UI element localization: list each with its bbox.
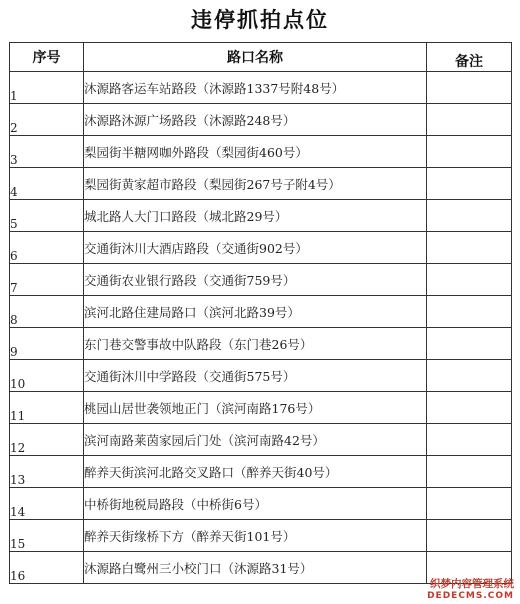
table-row xyxy=(10,424,512,456)
row-note xyxy=(427,296,512,328)
table-row xyxy=(10,456,512,488)
table-row xyxy=(10,296,512,328)
watermark-domain: DEDECMS.COM xyxy=(427,591,514,601)
row-location: 梨园街半糖网咖外路段（梨园街460号） xyxy=(84,136,427,168)
row-note xyxy=(427,360,512,392)
row-note xyxy=(427,424,512,456)
row-location: 滨河北路住建局路口（滨河北路39号） xyxy=(84,296,427,328)
row-note xyxy=(427,232,512,264)
row-note xyxy=(427,168,512,200)
row-index: 4 xyxy=(10,168,84,200)
row-index: 6 xyxy=(10,232,84,264)
row-location: 东门巷交警事故中队路段（东门巷26号） xyxy=(84,328,427,360)
table-row xyxy=(10,104,512,136)
row-index: 12 xyxy=(10,424,84,456)
row-note xyxy=(427,456,512,488)
row-note xyxy=(427,264,512,296)
table-row xyxy=(10,200,512,232)
watermark xyxy=(394,578,514,602)
table-row xyxy=(10,72,512,104)
row-location: 醉养天街缘桥下方（醉养天街101号） xyxy=(84,520,427,552)
row-index: 10 xyxy=(10,360,84,392)
page-title: 违停抓拍点位 xyxy=(191,8,329,32)
row-index: 14 xyxy=(10,488,84,520)
row-index: 5 xyxy=(10,200,84,232)
row-location: 城北路人大门口路段（城北路29号） xyxy=(84,200,427,232)
row-location: 交通街沐川大酒店路段（交通街902号） xyxy=(84,232,427,264)
violation-points-table xyxy=(9,42,512,584)
row-note xyxy=(427,104,512,136)
row-location: 交通街沐川中学路段（交通街575号） xyxy=(84,360,427,392)
row-index: 8 xyxy=(10,296,84,328)
row-location: 交通街农业银行路段（交通街759号） xyxy=(84,264,427,296)
row-note xyxy=(427,392,512,424)
row-location: 梨园街黄家超市路段（梨园街267号子附4号） xyxy=(84,168,427,200)
watermark-title: 织梦内容管理系统 xyxy=(430,578,514,590)
table-row xyxy=(10,168,512,200)
row-index: 16 xyxy=(10,552,84,584)
row-index: 7 xyxy=(10,264,84,296)
table-row xyxy=(10,488,512,520)
row-note xyxy=(427,520,512,552)
header-note: 备注 xyxy=(427,43,512,72)
row-note xyxy=(427,488,512,520)
row-note xyxy=(427,72,512,104)
table-row xyxy=(10,136,512,168)
row-index: 13 xyxy=(10,456,84,488)
row-location: 沐源路客运车站路段（沐源路1337号附48号） xyxy=(84,72,427,104)
row-location: 沐源路沐源广场路段（沐源路248号） xyxy=(84,104,427,136)
row-location: 滨河南路莱茵家园后门处（滨河南路42号） xyxy=(84,424,427,456)
row-index: 9 xyxy=(10,328,84,360)
row-index: 3 xyxy=(10,136,84,168)
row-note xyxy=(427,200,512,232)
row-index: 11 xyxy=(10,392,84,424)
row-index: 1 xyxy=(10,72,84,104)
table-row xyxy=(10,360,512,392)
row-index: 15 xyxy=(10,520,84,552)
row-index: 2 xyxy=(10,104,84,136)
row-location: 中桥街地税局路段（中桥街6号） xyxy=(84,488,427,520)
header-index: 序号 xyxy=(10,43,84,72)
table-row xyxy=(10,520,512,552)
row-location: 醉养天街滨河北路交叉路口（醉养天街40号） xyxy=(84,456,427,488)
header-location: 路口名称 xyxy=(84,43,427,72)
table-row xyxy=(10,328,512,360)
table-row xyxy=(10,232,512,264)
row-note xyxy=(427,328,512,360)
row-note xyxy=(427,136,512,168)
table-row xyxy=(10,392,512,424)
row-location: 沐源路白鹭州三小校门口（沐源路31号） xyxy=(84,552,427,584)
table-row xyxy=(10,264,512,296)
table-header-row xyxy=(10,43,512,72)
row-location: 桃园山居世袭领地正门（滨河南路176号） xyxy=(84,392,427,424)
